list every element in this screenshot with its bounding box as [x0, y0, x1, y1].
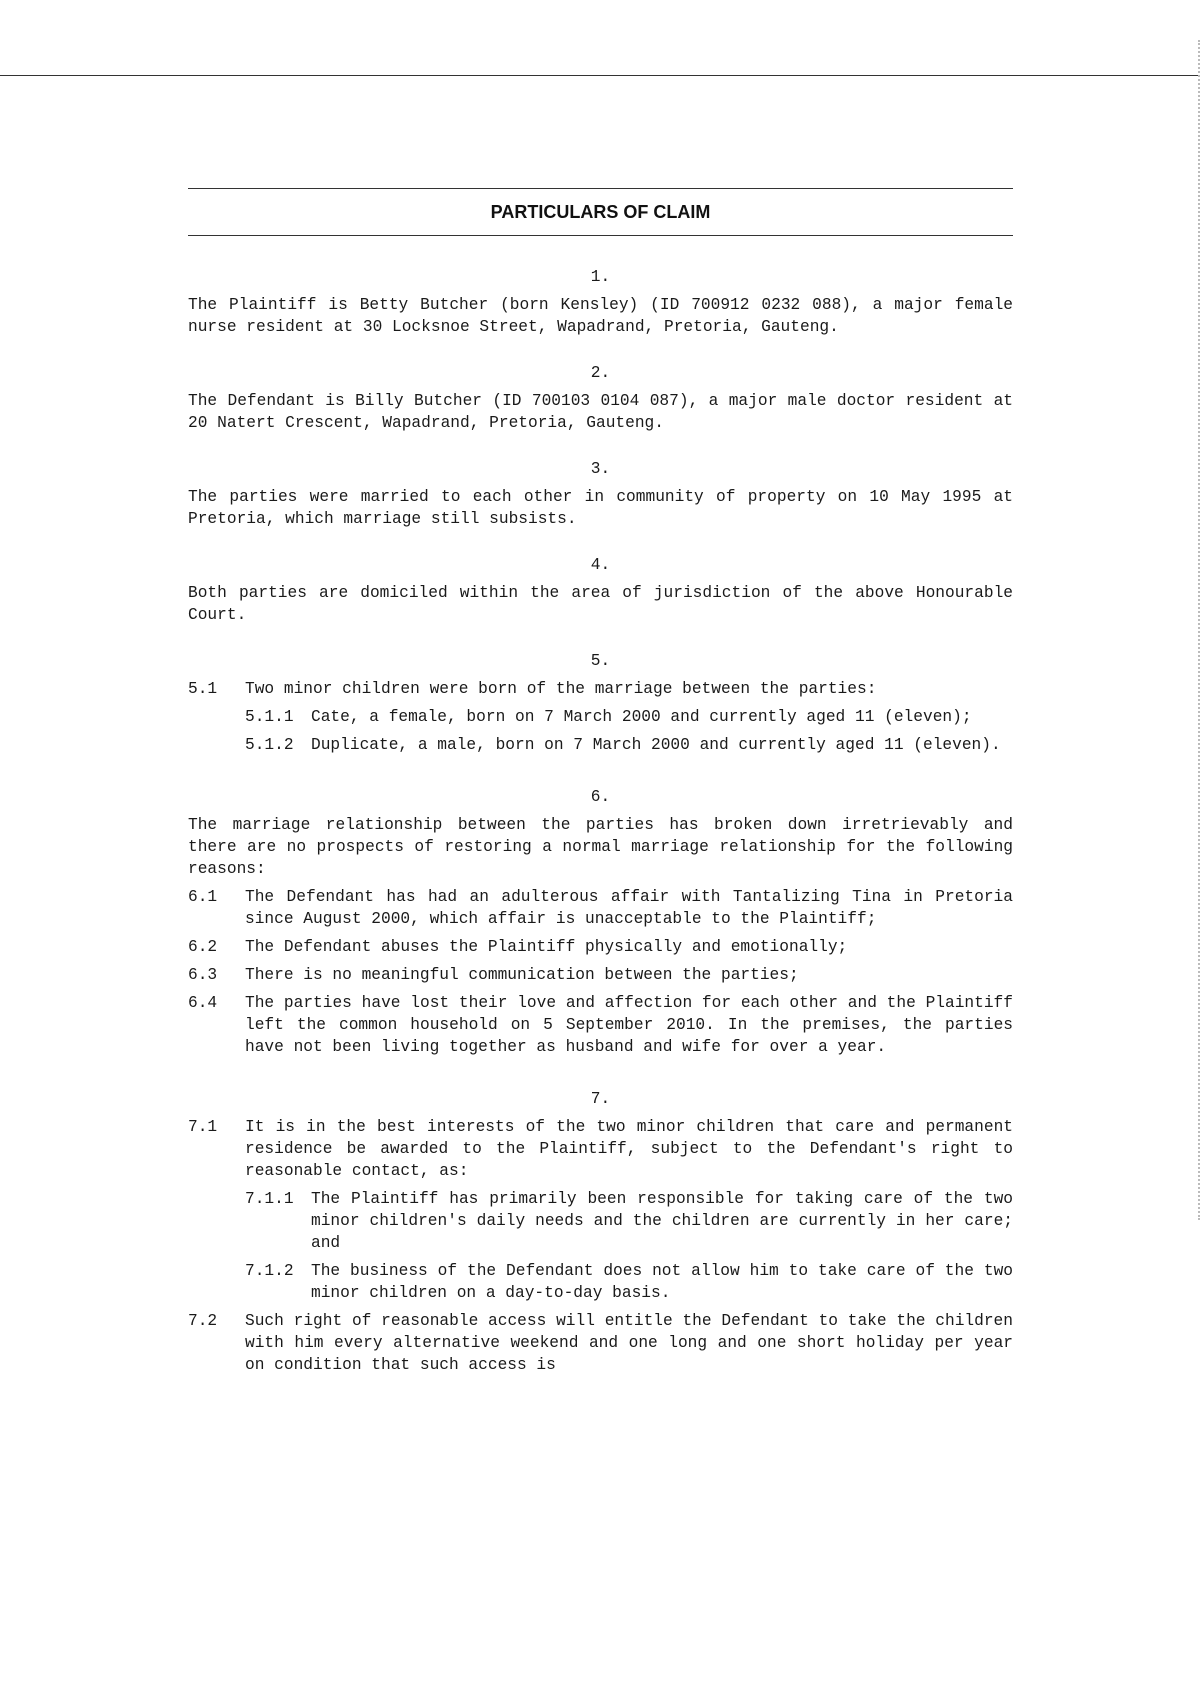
section-number-1: 1.: [590, 268, 611, 286]
clause-text: The Plaintiff has primarily been responsible for taking care of the two minor children's daily needs and the children are currently in her care; and: [311, 1190, 1013, 1252]
clause-text: Cate, a female, born on 7 March 2000 and currently aged 11 (eleven);: [311, 708, 972, 726]
clause-text: The Defendant abuses the Plaintiff physically and emotionally;: [245, 938, 848, 956]
clause-7-1-1: [188, 1188, 1013, 1254]
title-bar: [188, 188, 1013, 236]
clause-label: 5.1.2: [245, 736, 294, 754]
clause-text: It is in the best interests of the two minor children that care and permanent residence be awarded to the Plaintiff, subject to the Defendant's right to reasonable contact, as:: [245, 1118, 1013, 1180]
document-title: PARTICULARS OF CLAIM: [490, 202, 711, 222]
clause-label: 7.1.1: [245, 1190, 294, 1208]
section-number-3: 3.: [590, 460, 611, 478]
clause-label: 6.2: [188, 938, 218, 956]
clause-text: Duplicate, a male, born on 7 March 2000 and currently aged 11 (eleven).: [311, 736, 1001, 754]
section-number-7: 7.: [590, 1090, 611, 1108]
clause-label: 6.1: [188, 888, 218, 906]
section-number-2: 2.: [590, 364, 611, 382]
section-2-text: The Defendant is Billy Butcher (ID 700103 0104 087), a major male doctor resident at 20 Natert Crescent, Wapadrand, Pretoria, Gauteng.: [188, 392, 1013, 432]
section-3-text: The parties were married to each other in community of property on 10 May 1995 at Pretoria, which marriage still subsists.: [188, 488, 1013, 528]
clause-5-1: [188, 678, 1013, 700]
document-page: [188, 188, 1013, 1382]
clause-6-1: [188, 886, 1013, 930]
section-number-4: 4.: [590, 556, 611, 574]
section-4-text: Both parties are domiciled within the area of jurisdiction of the above Honourable Court.: [188, 584, 1013, 624]
clause-text: The Defendant has had an adulterous affair with Tantalizing Tina in Pretoria since August 2000, which affair is unacceptable to the Plaintiff;: [245, 888, 1013, 928]
clause-text: There is no meaningful communication between the parties;: [245, 966, 799, 984]
section-number-6: 6.: [590, 788, 611, 806]
clause-7-2: [188, 1310, 1013, 1376]
clause-5-1-2: [188, 734, 1013, 756]
clause-7-1-2: [188, 1260, 1013, 1304]
clause-label: 7.2: [188, 1312, 218, 1330]
clause-label: 5.1.1: [245, 708, 294, 726]
section-1-text: The Plaintiff is Betty Butcher (born Kensley) (ID 700912 0232 088), a major female nurse resident at 30 Locksnoe Street, Wapadrand, Pretoria, Gauteng.: [188, 296, 1013, 336]
clause-text: The business of the Defendant does not allow him to take care of the two minor children on a day-to-day basis.: [311, 1262, 1013, 1302]
section-6-intro: The marriage relationship between the parties has broken down irretrievably and there are no prospects of restoring a normal marriage relationship for the following reasons:: [188, 816, 1013, 878]
clause-7-1: [188, 1116, 1013, 1182]
clause-label: 7.1: [188, 1118, 218, 1136]
clause-label: 7.1.2: [245, 1262, 294, 1280]
clause-text: The parties have lost their love and affection for each other and the Plaintiff left the common household on 5 September 2010. In the premises, the parties have not been living together as husband and wife for over a year.: [245, 994, 1013, 1056]
document-body: [188, 266, 1013, 1376]
clause-6-3: [188, 964, 1013, 986]
clause-6-4: [188, 992, 1013, 1058]
clause-6-2: [188, 936, 1013, 958]
section-number-5: 5.: [590, 652, 611, 670]
clause-text: Two minor children were born of the marriage between the parties:: [245, 680, 877, 698]
clause-label: 5.1: [188, 680, 218, 698]
clause-5-1-1: [188, 706, 1013, 728]
clause-text: Such right of reasonable access will entitle the Defendant to take the children with him every alternative weekend and one long and one short holiday per year on condition that such access is: [245, 1312, 1013, 1374]
page-top-rule: [0, 75, 1200, 76]
clause-label: 6.4: [188, 994, 218, 1012]
clause-label: 6.3: [188, 966, 218, 984]
